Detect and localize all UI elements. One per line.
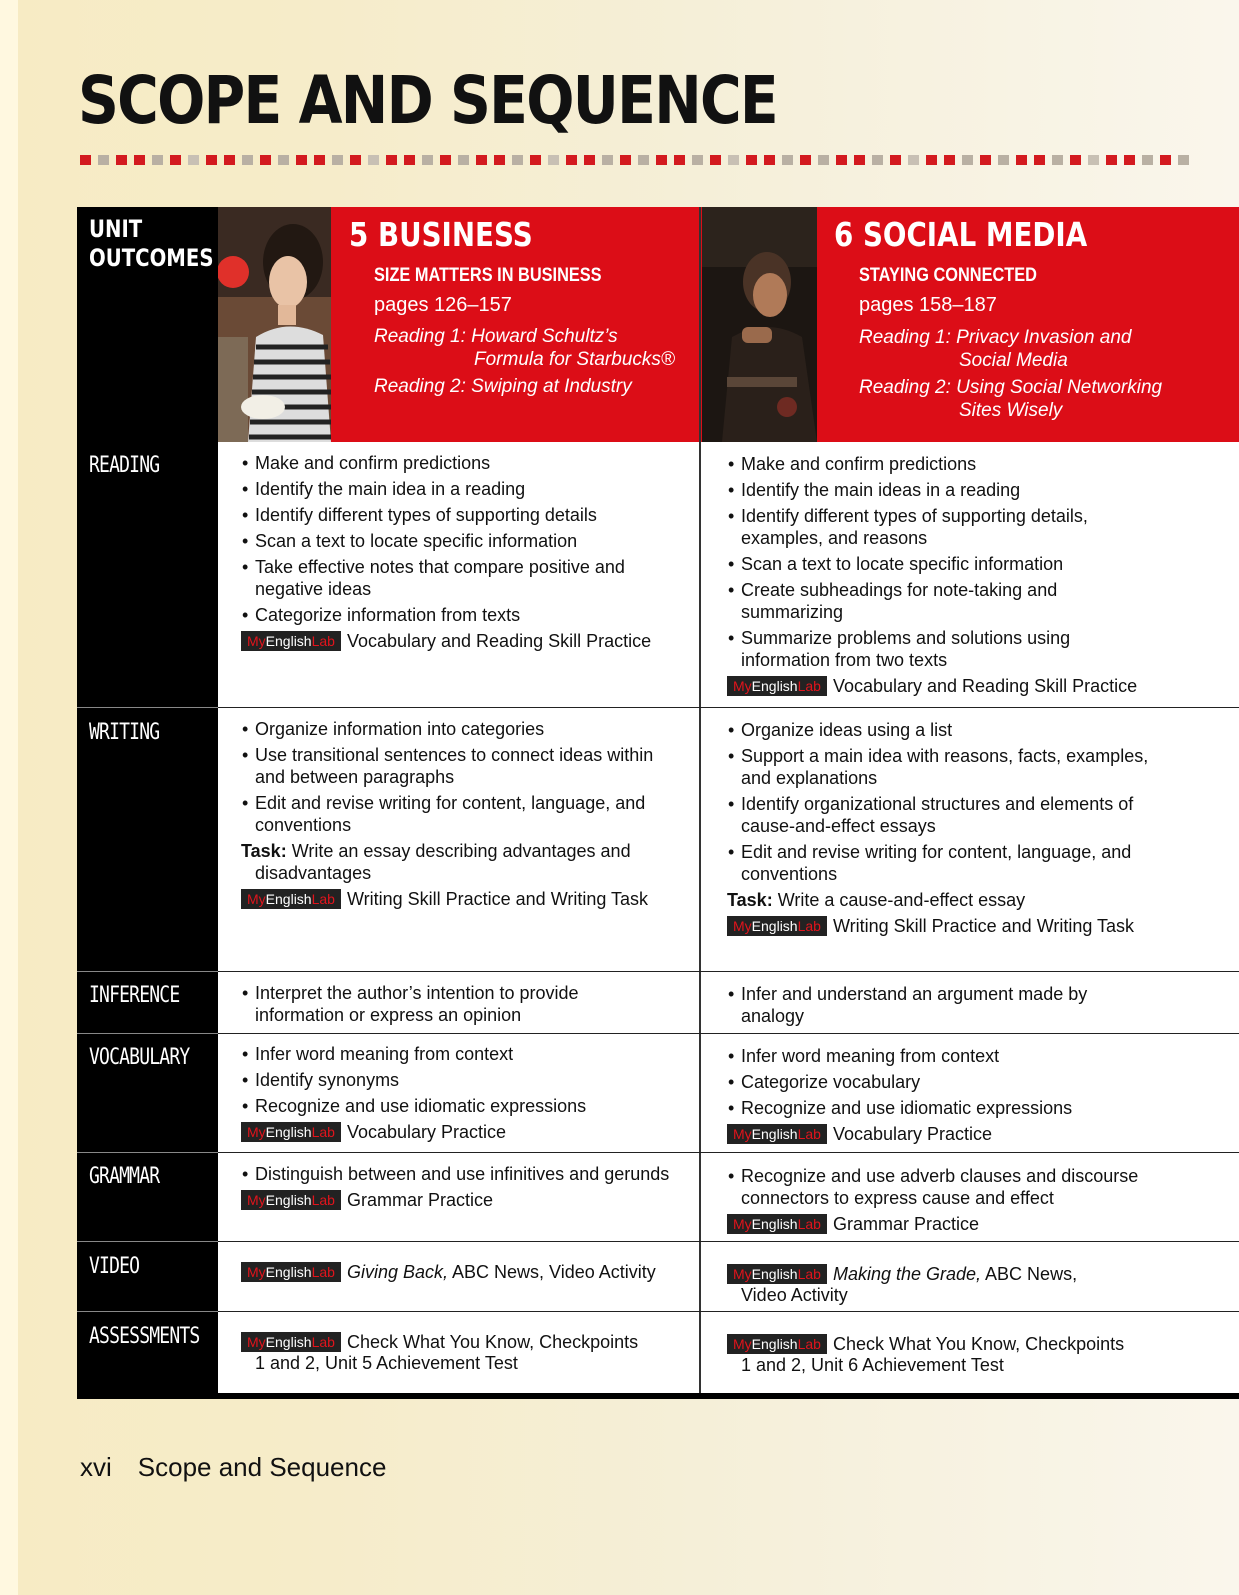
myenglishlab-logo: MyEnglishLab xyxy=(241,1122,341,1142)
list-item: • Identify the main ideas in a reading xyxy=(727,479,1187,501)
assessments-text: 1 and 2, Unit 6 Achievement Test xyxy=(741,1355,1004,1375)
unit6-grammar-cell xyxy=(727,1165,1187,1235)
list-item: • Identify the main idea in a reading xyxy=(241,478,691,500)
unit6-vocabulary-cell xyxy=(727,1045,1187,1145)
list-item: • Organize information into categories xyxy=(241,718,691,740)
unit5-photo xyxy=(218,207,331,442)
divider-square xyxy=(926,155,937,165)
unit6-title: 6 SOCIAL MEDIA xyxy=(834,215,1088,254)
table-bottom-rule xyxy=(77,1393,1239,1399)
mel-text: Vocabulary Practice xyxy=(832,1124,993,1144)
divider-square xyxy=(296,155,307,165)
unit5-pages: pages 126–157 xyxy=(374,294,512,316)
divider-square xyxy=(872,155,883,165)
myenglishlab-logo: MyEnglishLab xyxy=(727,1214,827,1234)
unit5-vocabulary-cell xyxy=(241,1043,691,1143)
task-label: Task: xyxy=(727,890,773,910)
divider-square xyxy=(800,155,811,165)
list-item: • Make and confirm predictions xyxy=(241,452,691,474)
label-line xyxy=(77,1033,218,1034)
divider-square xyxy=(854,155,865,165)
unit6-reading2-line2: Sites Wisely xyxy=(959,400,1063,421)
video-text: Video Activity xyxy=(741,1285,848,1305)
unit6-reading2 xyxy=(859,376,1162,422)
divider-square xyxy=(728,155,739,165)
line: Support a main idea with reasons, facts, examples, xyxy=(741,746,1149,766)
line: Use transitional sentences to connect ideas within xyxy=(255,745,654,765)
video-text: ABC News, Video Activity xyxy=(452,1262,656,1282)
unit5-assessments-cell xyxy=(241,1331,691,1374)
divider-square xyxy=(1016,155,1027,165)
man-phone-photo-image xyxy=(702,207,817,442)
divider-square xyxy=(566,155,577,165)
line: Recognize and use adverb clauses and discourse xyxy=(741,1166,1139,1186)
label-outcomes: OUTCOMES xyxy=(89,244,214,272)
label-line xyxy=(77,1241,218,1242)
unit6-inference-cell xyxy=(727,983,1187,1031)
unit5-reading-cell xyxy=(241,452,691,652)
divider-square xyxy=(422,155,433,165)
page-number: xvi xyxy=(80,1452,112,1482)
label-writing: WRITING xyxy=(89,720,160,745)
woman-photo-image xyxy=(218,207,331,442)
line: Create subheadings for note-taking and xyxy=(741,580,1058,600)
mel-row xyxy=(727,1123,1187,1145)
list-item xyxy=(727,627,1187,671)
column-divider xyxy=(699,207,701,1393)
divider-square xyxy=(494,155,505,165)
line: cause-and-effect essays xyxy=(741,816,936,836)
label-unit: UNIT xyxy=(89,215,143,243)
list-item: • Recognize and use idiomatic expressions xyxy=(727,1097,1187,1119)
video-title: Making the Grade, xyxy=(832,1264,982,1284)
divider-square xyxy=(1106,155,1117,165)
divider-square xyxy=(782,155,793,165)
divider-square xyxy=(224,155,235,165)
mel-row xyxy=(727,675,1187,697)
video-title: Giving Back, xyxy=(346,1262,448,1282)
divider-square xyxy=(656,155,667,165)
myenglishlab-logo: MyEnglishLab xyxy=(727,676,827,696)
divider-square xyxy=(764,155,775,165)
list-item: • Scan a text to locate specific information xyxy=(727,553,1187,575)
divider-square xyxy=(404,155,415,165)
assessments-text: Check What You Know, Checkpoints xyxy=(832,1334,1125,1354)
list-item: • Categorize vocabulary xyxy=(727,1071,1187,1093)
row-line xyxy=(218,971,1239,972)
divider-square xyxy=(134,155,145,165)
list-item: • Organize ideas using a list xyxy=(727,719,1197,741)
page-edge xyxy=(0,0,18,1595)
label-assessments: ASSESSMENTS xyxy=(89,1324,200,1349)
divider-square xyxy=(242,155,253,165)
divider-square xyxy=(152,155,163,165)
divider-square xyxy=(746,155,757,165)
list-item: • Recognize and use idiomatic expressions xyxy=(241,1095,691,1117)
unit6-reading1-line2: Social Media xyxy=(959,350,1068,371)
divider-square xyxy=(476,155,487,165)
divider-square xyxy=(98,155,109,165)
mel-text: Vocabulary Practice xyxy=(346,1122,507,1142)
row-line xyxy=(218,1311,1239,1312)
list-item xyxy=(241,744,691,788)
task-text: Write a cause-and-effect essay xyxy=(777,890,1026,910)
unit6-assessments-cell xyxy=(727,1333,1187,1376)
mel-row xyxy=(727,915,1197,937)
unit5-video-cell xyxy=(241,1261,696,1283)
divider-square xyxy=(512,155,523,165)
mel-row xyxy=(241,1189,696,1211)
mel-row xyxy=(241,1121,691,1143)
mel-text: Writing Skill Practice and Writing Task xyxy=(832,916,1135,936)
line: information or express an opinion xyxy=(255,1005,522,1025)
unit6-photo xyxy=(702,207,817,442)
unit5-subtitle: SIZE MATTERS IN BUSINESS xyxy=(374,265,602,286)
scope-table xyxy=(77,207,1239,1399)
divider-square xyxy=(440,155,451,165)
unit5-inference-cell xyxy=(241,982,691,1030)
divider-square xyxy=(1142,155,1153,165)
list-item xyxy=(241,792,691,836)
myenglishlab-logo: MyEnglishLab xyxy=(241,1262,341,1282)
unit5-grammar-cell xyxy=(241,1163,696,1211)
footer-section: Scope and Sequence xyxy=(137,1452,387,1482)
line: and explanations xyxy=(741,768,878,788)
list-item xyxy=(727,841,1197,885)
divider-square xyxy=(1070,155,1081,165)
divider-square xyxy=(1124,155,1135,165)
divider-square xyxy=(1178,155,1189,165)
divider-square xyxy=(368,155,379,165)
divider-square xyxy=(278,155,289,165)
writing-task xyxy=(727,889,1197,911)
line: Summarize problems and solutions using xyxy=(741,628,1071,648)
unit6-writing-cell xyxy=(727,719,1197,937)
list-item xyxy=(727,1165,1187,1209)
divider-square xyxy=(116,155,127,165)
mel-row xyxy=(241,888,691,910)
mel-text: Vocabulary and Reading Skill Practice xyxy=(832,676,1138,696)
label-vocabulary: VOCABULARY xyxy=(89,1045,190,1070)
divider-square xyxy=(458,155,469,165)
divider-square xyxy=(710,155,721,165)
unit6-reading-cell xyxy=(727,453,1187,697)
label-line xyxy=(77,1311,218,1312)
task-text: Write an essay describing advantages and xyxy=(291,841,631,861)
list-item: • Categorize information from texts xyxy=(241,604,691,626)
list-item: • Distinguish between and use infinitives and gerunds xyxy=(241,1163,696,1185)
myenglishlab-logo: MyEnglishLab xyxy=(727,1124,827,1144)
divider-square xyxy=(818,155,829,165)
list-item xyxy=(727,983,1187,1027)
unit6-subtitle: STAYING CONNECTED xyxy=(859,265,1037,286)
label-column xyxy=(77,207,218,1397)
list-item: • Identify synonyms xyxy=(241,1069,691,1091)
list-item: • Infer word meaning from context xyxy=(241,1043,691,1065)
dashed-divider xyxy=(80,155,1220,165)
divider-square xyxy=(332,155,343,165)
divider-square xyxy=(314,155,325,165)
unit5-reading1-line2: Formula for Starbucks® xyxy=(474,349,675,370)
divider-square xyxy=(80,155,91,165)
myenglishlab-logo: MyEnglishLab xyxy=(727,1334,827,1354)
myenglishlab-logo: MyEnglishLab xyxy=(727,916,827,936)
label-grammar: GRAMMAR xyxy=(89,1164,160,1189)
myenglishlab-logo: MyEnglishLab xyxy=(727,1264,827,1284)
line: Take effective notes that compare positive and xyxy=(255,557,625,577)
divider-square xyxy=(386,155,397,165)
line: examples, and reasons xyxy=(741,528,928,548)
divider-square xyxy=(206,155,217,165)
divider-square xyxy=(584,155,595,165)
unit5-reading2: Reading 2: Swiping at Industry xyxy=(374,376,632,397)
unit6-reading1 xyxy=(859,326,1132,372)
unit6-pages: pages 158–187 xyxy=(859,294,997,316)
mel-text: Grammar Practice xyxy=(346,1190,493,1210)
line: conventions xyxy=(741,864,838,884)
divider-square xyxy=(1034,155,1045,165)
row-line xyxy=(218,1152,1239,1153)
myenglishlab-logo: MyEnglishLab xyxy=(241,889,341,909)
list-item xyxy=(241,982,691,1026)
myenglishlab-logo: MyEnglishLab xyxy=(241,1190,341,1210)
unit5-header xyxy=(349,215,675,397)
label-line xyxy=(77,971,218,972)
mel-row xyxy=(241,630,691,652)
divider-square xyxy=(620,155,631,165)
line: negative ideas xyxy=(255,579,372,599)
divider-square xyxy=(890,155,901,165)
myenglishlab-logo: MyEnglishLab xyxy=(241,631,341,651)
divider-square xyxy=(692,155,703,165)
list-item: • Make and confirm predictions xyxy=(727,453,1187,475)
mel-text: Writing Skill Practice and Writing Task xyxy=(346,889,649,909)
unit6-header xyxy=(834,215,1163,421)
list-item: • Scan a text to locate specific information xyxy=(241,530,691,552)
divider-square xyxy=(260,155,271,165)
list-item xyxy=(727,505,1187,549)
divider-square xyxy=(944,155,955,165)
line: Identify organizational structures and elements of xyxy=(741,794,1134,814)
assessments-text: 1 and 2, Unit 5 Achievement Test xyxy=(255,1353,518,1373)
divider-square xyxy=(908,155,919,165)
line: Edit and revise writing for content, language, and xyxy=(255,793,646,813)
line: information from two texts xyxy=(741,650,948,670)
mel-row xyxy=(727,1213,1187,1235)
line: Edit and revise writing for content, language, and xyxy=(741,842,1132,862)
divider-square xyxy=(980,155,991,165)
unit5-reading1 xyxy=(374,325,675,371)
label-video: VIDEO xyxy=(89,1254,140,1279)
line: connectors to express cause and effect xyxy=(741,1188,1054,1208)
line: conventions xyxy=(255,815,352,835)
label-inference: INFERENCE xyxy=(89,983,180,1008)
line: Interpret the author’s intention to provide xyxy=(255,983,579,1003)
label-reading: READING xyxy=(89,453,160,478)
divider-square xyxy=(674,155,685,165)
mel-text: Vocabulary and Reading Skill Practice xyxy=(346,631,652,651)
label-unit-outcomes xyxy=(89,215,214,273)
task-label: Task: xyxy=(241,841,287,861)
list-item xyxy=(241,556,691,600)
row-line xyxy=(218,1241,1239,1242)
unit6-reading1-line1: Reading 1: Privacy Invasion and xyxy=(859,327,1132,348)
list-item xyxy=(727,745,1197,789)
row-line xyxy=(218,1033,1239,1034)
line: analogy xyxy=(741,1006,805,1026)
list-item xyxy=(727,793,1197,837)
list-item xyxy=(727,579,1187,623)
assessments-text: Check What You Know, Checkpoints xyxy=(346,1332,639,1352)
page-footer xyxy=(80,1452,386,1483)
myenglishlab-logo: MyEnglishLab xyxy=(241,1332,341,1352)
divider-square xyxy=(602,155,613,165)
divider-square xyxy=(548,155,559,165)
divider-square xyxy=(1160,155,1171,165)
divider-square xyxy=(530,155,541,165)
divider-square xyxy=(836,155,847,165)
divider-square xyxy=(1088,155,1099,165)
divider-square xyxy=(350,155,361,165)
label-line xyxy=(77,1152,218,1153)
page-title: SCOPE AND SEQUENCE xyxy=(78,62,777,139)
list-item: • Identify different types of supporting details xyxy=(241,504,691,526)
unit5-writing-cell xyxy=(241,718,691,910)
unit6-reading2-line1: Reading 2: Using Social Networking xyxy=(859,377,1163,398)
list-item: • Infer word meaning from context xyxy=(727,1045,1187,1067)
row-line xyxy=(218,707,1239,708)
line: and between paragraphs xyxy=(255,767,455,787)
divider-square xyxy=(638,155,649,165)
divider-square xyxy=(998,155,1009,165)
line: summarizing xyxy=(741,602,844,622)
line: Identify different types of supporting details, xyxy=(741,506,1088,526)
divider-square xyxy=(962,155,973,165)
line: Infer and understand an argument made by xyxy=(741,984,1088,1004)
mel-text: Grammar Practice xyxy=(832,1214,979,1234)
divider-square xyxy=(188,155,199,165)
writing-task xyxy=(241,840,691,884)
unit5-reading1-line1: Reading 1: Howard Schultz’s xyxy=(374,326,618,347)
task-text: disadvantages xyxy=(255,863,372,883)
unit5-title: 5 BUSINESS xyxy=(349,215,533,254)
divider-square xyxy=(170,155,181,165)
unit6-video-cell xyxy=(727,1263,1187,1306)
label-line xyxy=(77,707,218,708)
video-text: ABC News, xyxy=(985,1264,1078,1284)
divider-square xyxy=(1052,155,1063,165)
